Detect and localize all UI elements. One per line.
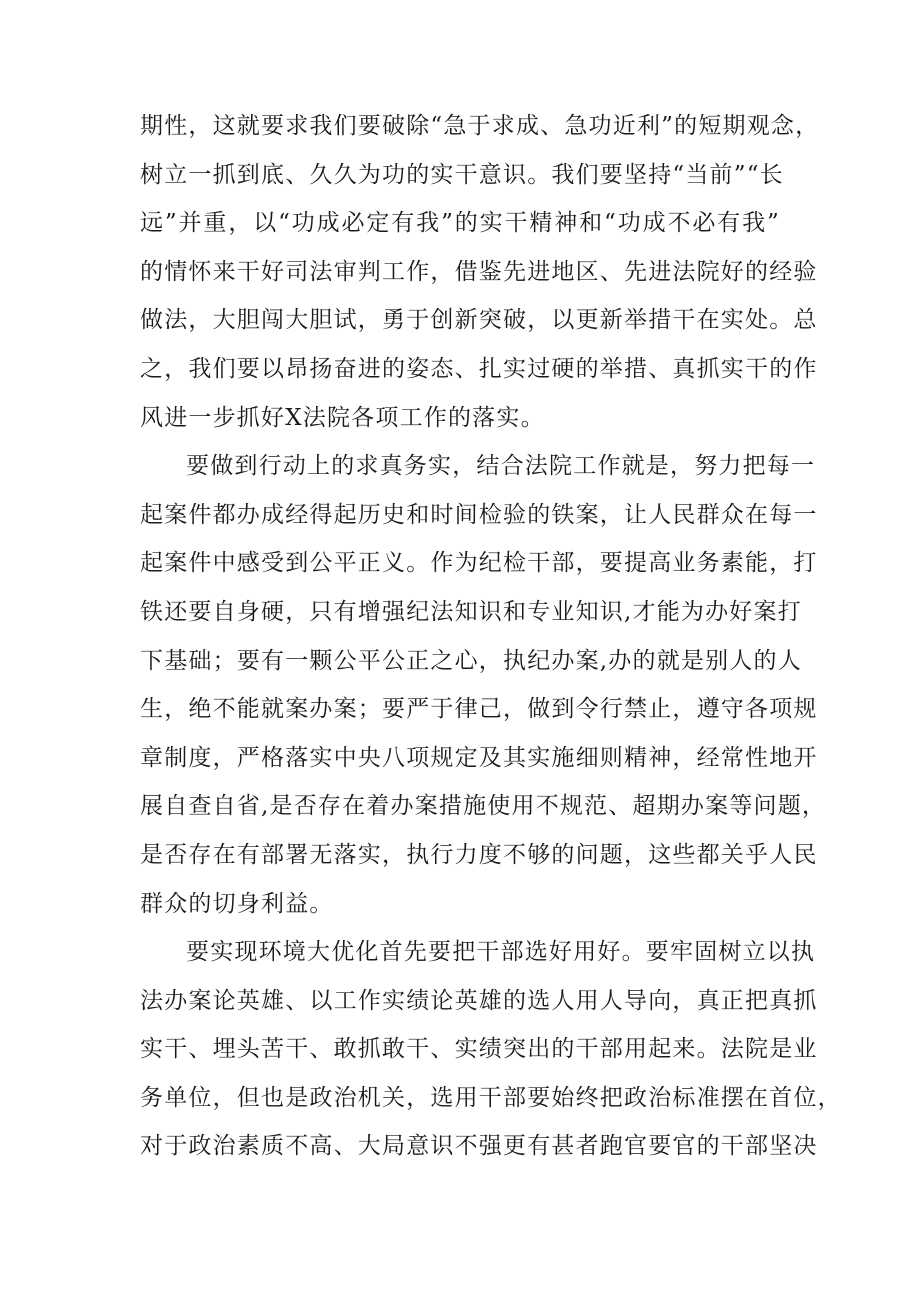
text-line: 群众的切身利益。 <box>140 890 334 917</box>
text-line: 远”并重，以“功成必定有我”的实干精神和“功成不必有我” <box>140 210 780 237</box>
text-line: 是否存在有部署无落实，执行力度不够的问题，这些都关乎人民 <box>140 841 818 868</box>
paragraph-first-line: 要做到行动上的求真务实，结合法院工作就是，努力把每一 <box>186 453 816 480</box>
text-line: 对于政治素质不高、大局意识不强更有甚者跑官要官的干部坚决 <box>140 1133 818 1160</box>
text-line: 展自查自省,是否存在着办案措施使用不规范、超期办案等问题， <box>140 793 827 820</box>
text-line: 起案件都办成经得起历史和时间检验的铁案，让人民群众在每一 <box>140 501 818 528</box>
text-line: 树立一抓到底、久久为功的实干意识。我们要坚持“当前”“长 <box>140 161 784 188</box>
text-line: 务单位，但也是政治机关，选用干部要始终把政治标准摆在首位， <box>140 1084 842 1111</box>
text-line: 法办案论英雄、以工作实绩论英雄的选人用人导向，真正把真抓 <box>140 987 818 1014</box>
text-line: 风进一步抓好X法院各项工作的落实。 <box>140 404 545 431</box>
paragraph-first-line: 要实现环境大优化首先要把干部选好用好。要牢固树立以执 <box>186 939 816 966</box>
document-body <box>140 102 842 1171</box>
text-line: 做法，大胆闯大胆试，勇于创新突破，以更新举措干在实处。总 <box>140 307 818 334</box>
text-line: 实干、埋头苦干、敢抓敢干、实绩突出的干部用起来。法院是业 <box>140 1036 818 1063</box>
text-line: 的情怀来干好司法审判工作，借鉴先进地区、先进法院好的经验 <box>140 258 818 285</box>
text-line: 期性，这就要求我们要破除“急于求成、急功近利”的短期观念， <box>140 113 820 139</box>
text-line: 之，我们要以昂扬奋进的姿态、扎实过硬的举措、真抓实干的作 <box>140 355 818 382</box>
text-line: 下基础；要有一颗公平公正之心，执纪办案,办的就是别人的人 <box>140 647 802 674</box>
text-line: 章制度，严格落实中央八项规定及其实施细则精神，经常性地开 <box>140 744 818 771</box>
text-line: 铁还要自身硬，只有增强纪法知识和专业知识,才能为办好案打 <box>140 598 802 625</box>
text-line: 生，绝不能就案办案；要严于律己，做到令行禁止，遵守各项规 <box>140 696 818 723</box>
text-line: 起案件中感受到公平正义。作为纪检干部，要提高业务素能，打 <box>140 550 818 577</box>
